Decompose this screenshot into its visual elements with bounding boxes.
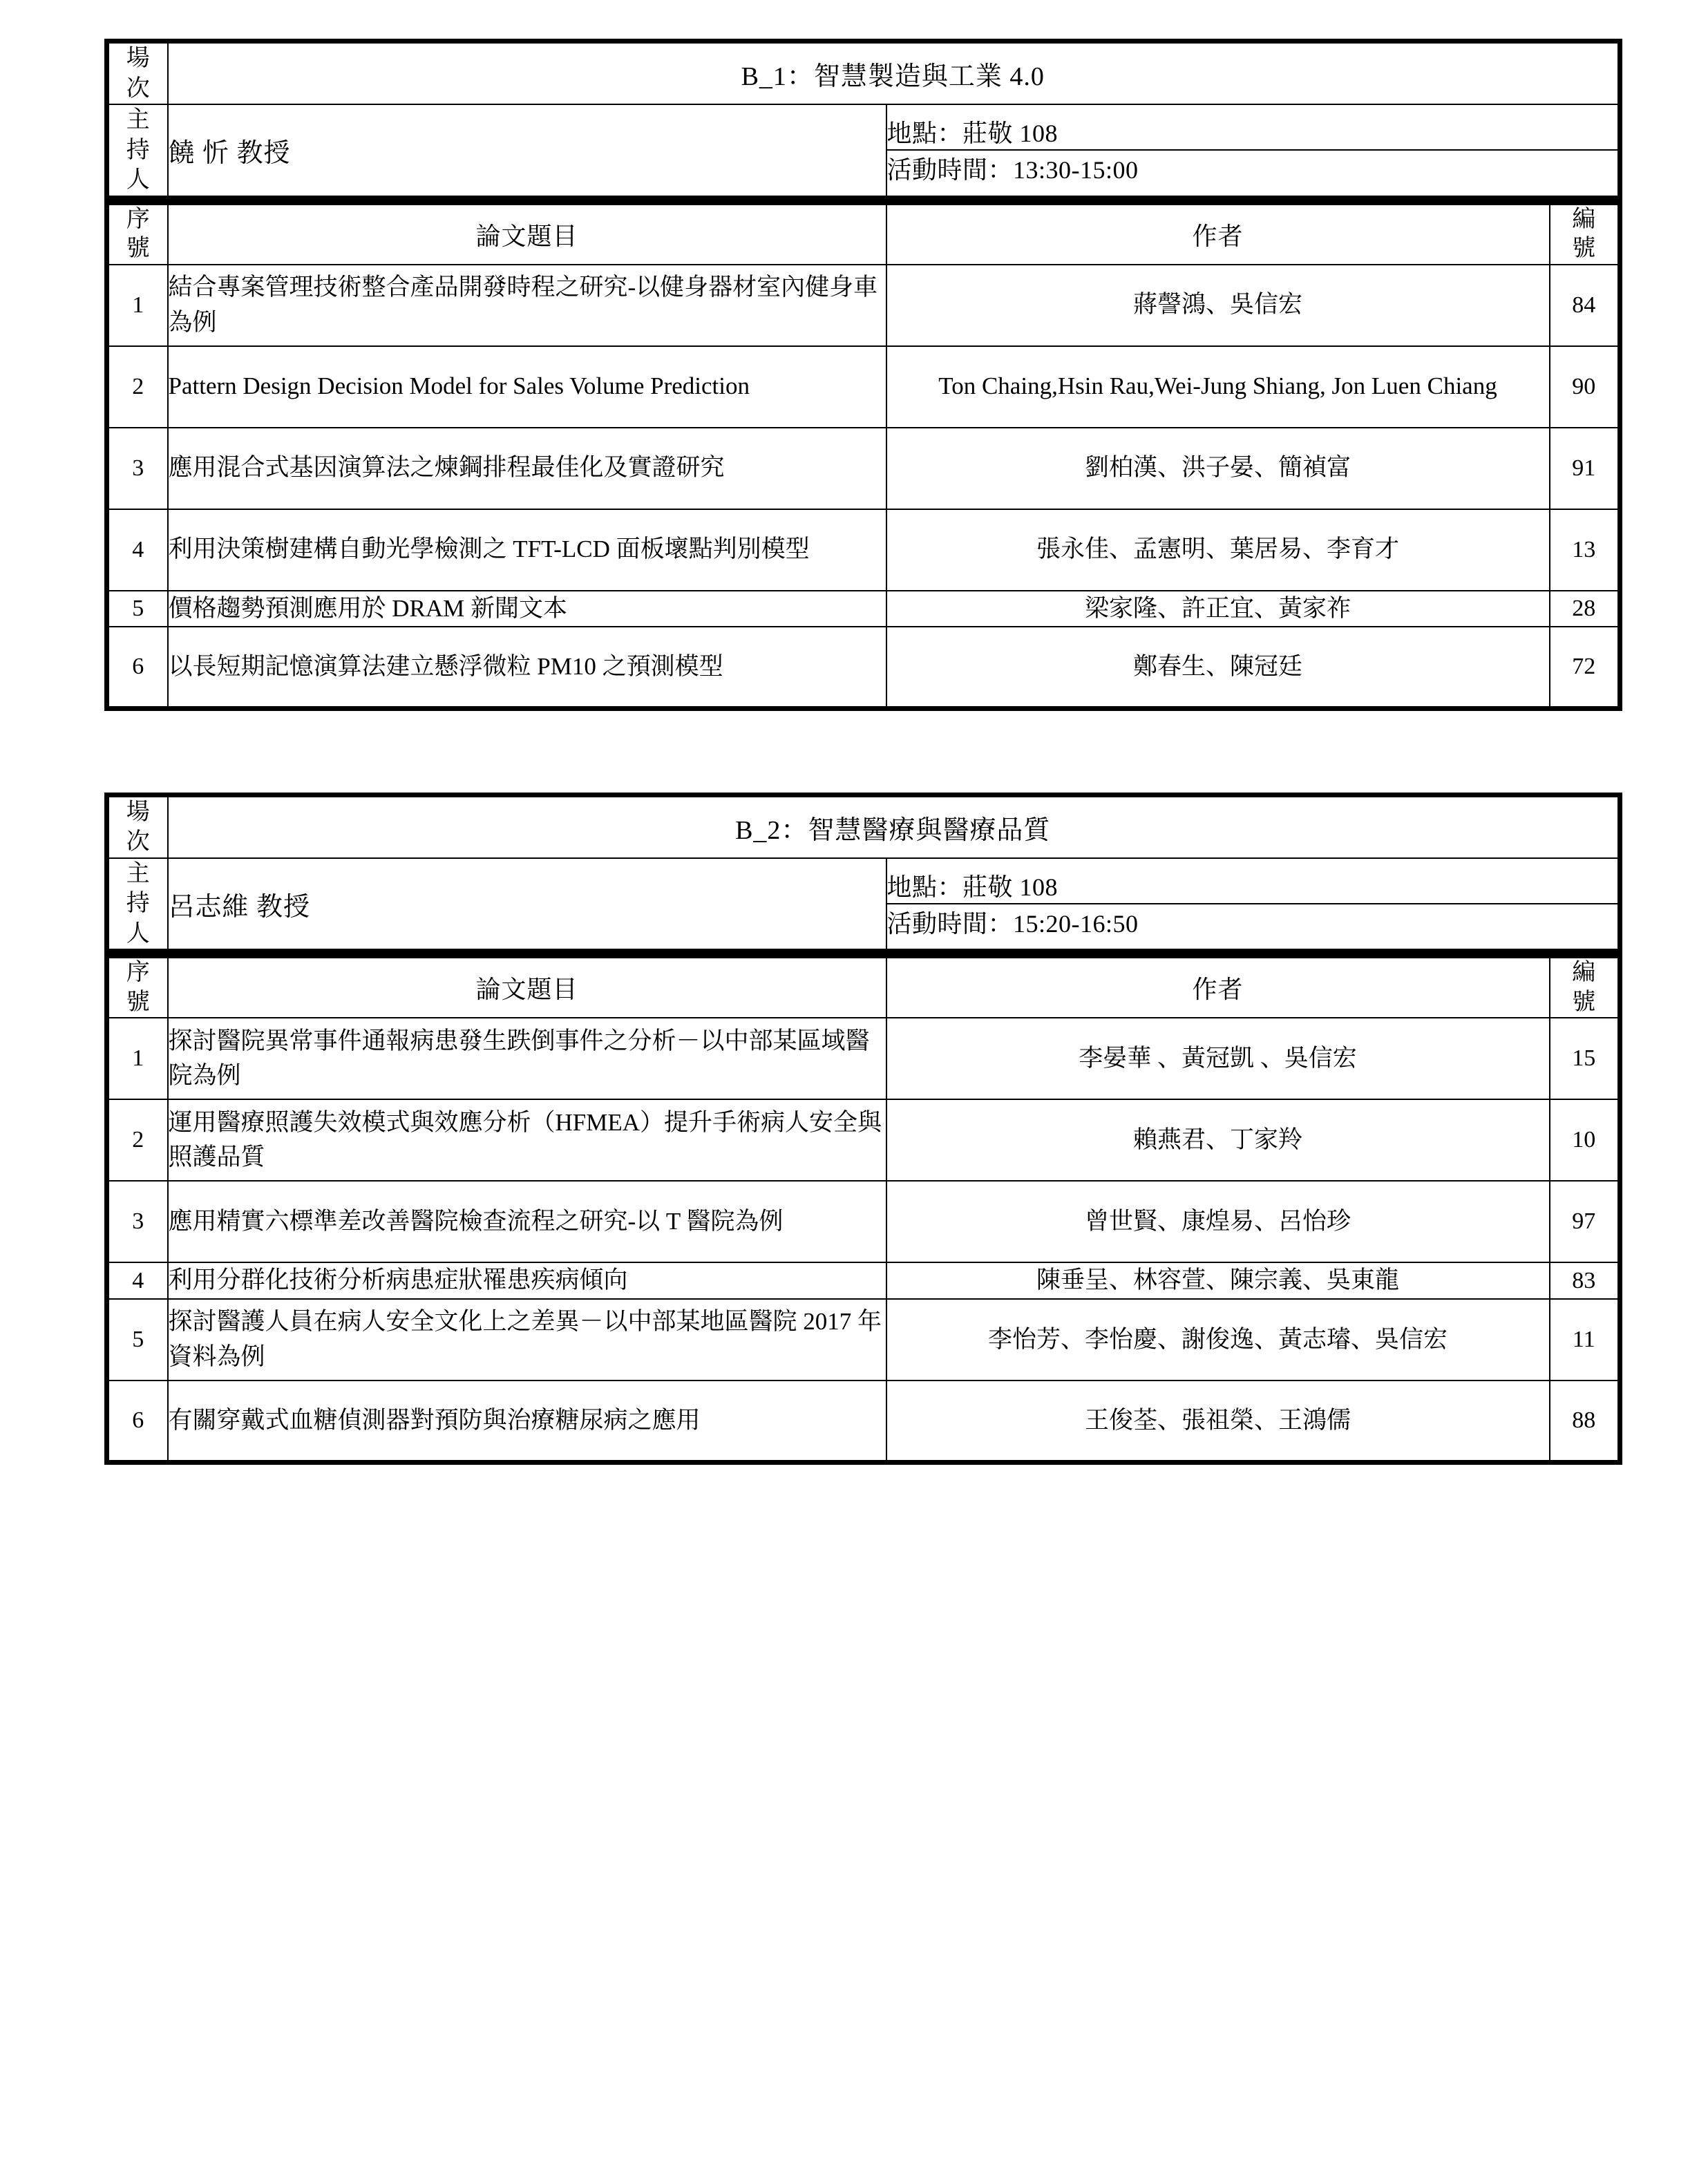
column-header-id xyxy=(1550,202,1620,265)
column-header-id xyxy=(1550,956,1620,1018)
paper-title: 以長短期記憶演算法建立懸浮微粒 PM10 之預測模型 xyxy=(168,627,886,708)
paper-no: 1 xyxy=(107,265,168,346)
session-label xyxy=(107,795,168,858)
column-header-title: 論文題目 xyxy=(168,202,886,265)
session-time: 活動時間：15:20-16:50 xyxy=(886,910,1139,938)
column-header-no xyxy=(107,956,168,1018)
paper-authors: 劉柏漢、洪子晏、簡禎富 xyxy=(886,428,1550,509)
paper-authors: 王俊荃、張祖榮、王鴻儒 xyxy=(886,1381,1550,1462)
session-block-b2 xyxy=(104,793,1617,1465)
paper-id: 13 xyxy=(1550,509,1620,591)
paper-title: 探討醫院異常事件通報病患發生跌倒事件之分析－以中部某區域醫院為例 xyxy=(168,1018,886,1099)
paper-no: 6 xyxy=(107,627,168,708)
id-label-char-1: 編 xyxy=(1572,206,1596,232)
paper-id: 72 xyxy=(1550,627,1620,708)
session-header-table-b2 xyxy=(104,793,1622,954)
paper-authors: 陳垂呈、林容萱、陳宗義、吳東龍 xyxy=(886,1262,1550,1299)
paper-id: 84 xyxy=(1550,265,1620,346)
paper-no: 2 xyxy=(107,1099,168,1181)
table-row xyxy=(107,346,1620,428)
paper-id: 15 xyxy=(1550,1018,1620,1099)
paper-authors: 梁家隆、許正宜、黃家祚 xyxy=(886,591,1550,627)
paper-title: 利用分群化技術分析病患症狀罹患疾病傾向 xyxy=(168,1262,886,1299)
id-label-char-2: 號 xyxy=(1572,989,1596,1015)
session-header-table-b1 xyxy=(104,39,1622,200)
session-block-b1 xyxy=(104,39,1617,711)
paper-authors: 張永佳、孟憲明、葉居易、李育才 xyxy=(886,509,1550,591)
paper-id: 97 xyxy=(1550,1181,1620,1262)
paper-title: 應用混合式基因演算法之煉鋼排程最佳化及實證研究 xyxy=(168,428,886,509)
table-header-row xyxy=(107,956,1620,1018)
paper-title: 結合專案管理技術整合產品開發時程之研究-以健身器材室內健身車為例 xyxy=(168,265,886,346)
paper-authors: 賴燕君、丁家羚 xyxy=(886,1099,1550,1181)
session-label-char-1: 場 xyxy=(126,799,150,825)
host-name: 饒 忻 教授 xyxy=(168,104,886,198)
session-location: 地點：莊敬 108 xyxy=(887,114,1618,150)
paper-no: 4 xyxy=(107,1262,168,1299)
paper-id: 91 xyxy=(1550,428,1620,509)
session-meta xyxy=(886,104,1620,198)
host-label-char-1: 主 xyxy=(126,860,150,886)
host-label-char-3: 人 xyxy=(126,920,150,947)
paper-title: 應用精實六標準差改善醫院檢查流程之研究-以 T 醫院為例 xyxy=(168,1181,886,1262)
table-row xyxy=(107,1181,1620,1262)
paper-no: 4 xyxy=(107,509,168,591)
paper-authors: 蔣謦鴻、吳信宏 xyxy=(886,265,1550,346)
paper-id: 90 xyxy=(1550,346,1620,428)
paper-no: 2 xyxy=(107,346,168,428)
id-label-char-2: 號 xyxy=(1572,236,1596,262)
session-title: B_1：智慧製造與工業 4.0 xyxy=(168,41,1620,105)
paper-title: 探討醫護人員在病人安全文化上之差異－以中部某地區醫院 2017 年資料為例 xyxy=(168,1299,886,1381)
paper-authors: Ton Chaing,Hsin Rau,Wei-Jung Shiang, Jon Luen Chiang xyxy=(886,346,1550,428)
table-row xyxy=(107,509,1620,591)
paper-authors: 李怡芳、李怡慶、謝俊逸、黃志璿、吳信宏 xyxy=(886,1299,1550,1381)
session-meta xyxy=(886,858,1620,951)
paper-authors: 曾世賢、康煌易、呂怡珍 xyxy=(886,1181,1550,1262)
paper-title: 價格趨勢預測應用於 DRAM 新聞文本 xyxy=(168,591,886,627)
host-name: 呂志維 教授 xyxy=(168,858,886,951)
table-row xyxy=(107,1381,1620,1462)
host-label xyxy=(107,104,168,198)
table-row xyxy=(107,1018,1620,1099)
table-row xyxy=(107,428,1620,509)
session-label-char-2: 次 xyxy=(126,829,150,855)
table-row xyxy=(107,265,1620,346)
host-label-char-1: 主 xyxy=(126,107,150,133)
paper-title: 利用決策樹建構自動光學檢測之 TFT-LCD 面板壞點判別模型 xyxy=(168,509,886,591)
session-label-char-1: 場 xyxy=(126,46,150,71)
table-row xyxy=(107,627,1620,708)
table-header-row xyxy=(107,202,1620,265)
session-title: B_2：智慧醫療與醫療品質 xyxy=(168,795,1620,858)
session-time: 活動時間：13:30-15:00 xyxy=(886,156,1139,184)
paper-no: 5 xyxy=(107,1299,168,1381)
paper-id: 28 xyxy=(1550,591,1620,627)
session-label-char-2: 次 xyxy=(126,75,150,102)
host-label xyxy=(107,858,168,951)
paper-id: 10 xyxy=(1550,1099,1620,1181)
table-row xyxy=(107,591,1620,627)
papers-table-b2 xyxy=(104,954,1622,1464)
paper-id: 83 xyxy=(1550,1262,1620,1299)
papers-table-b1 xyxy=(104,200,1622,711)
host-label-char-2: 持 xyxy=(126,891,150,917)
id-label-char-1: 編 xyxy=(1572,960,1596,986)
column-header-no xyxy=(107,202,168,265)
paper-no: 1 xyxy=(107,1018,168,1099)
paper-authors: 鄭春生、陳冠廷 xyxy=(886,627,1550,708)
paper-no: 3 xyxy=(107,428,168,509)
paper-title: 運用醫療照護失效模式與效應分析（HFMEA）提升手術病人安全與照護品質 xyxy=(168,1099,886,1181)
no-label-char-2: 號 xyxy=(126,989,150,1015)
no-label-char-1: 序 xyxy=(126,206,150,232)
paper-id: 11 xyxy=(1550,1299,1620,1381)
column-header-author: 作者 xyxy=(886,202,1550,265)
paper-title: 有關穿戴式血糖偵測器對預防與治療糖尿病之應用 xyxy=(168,1381,886,1462)
table-row xyxy=(107,1262,1620,1299)
paper-id: 88 xyxy=(1550,1381,1620,1462)
column-header-title: 論文題目 xyxy=(168,956,886,1018)
paper-no: 3 xyxy=(107,1181,168,1262)
paper-title: Pattern Design Decision Model for Sales Volume Prediction xyxy=(168,346,886,428)
session-label xyxy=(107,41,168,105)
paper-no: 6 xyxy=(107,1381,168,1462)
no-label-char-1: 序 xyxy=(126,960,150,986)
host-label-char-3: 人 xyxy=(126,167,150,193)
host-label-char-2: 持 xyxy=(126,137,150,163)
table-row xyxy=(107,1099,1620,1181)
paper-authors: 李晏華 、黃冠凱 、吳信宏 xyxy=(886,1018,1550,1099)
no-label-char-2: 號 xyxy=(126,236,150,262)
table-row xyxy=(107,1299,1620,1381)
session-location: 地點：莊敬 108 xyxy=(887,868,1618,904)
paper-no: 5 xyxy=(107,591,168,627)
column-header-author: 作者 xyxy=(886,956,1550,1018)
